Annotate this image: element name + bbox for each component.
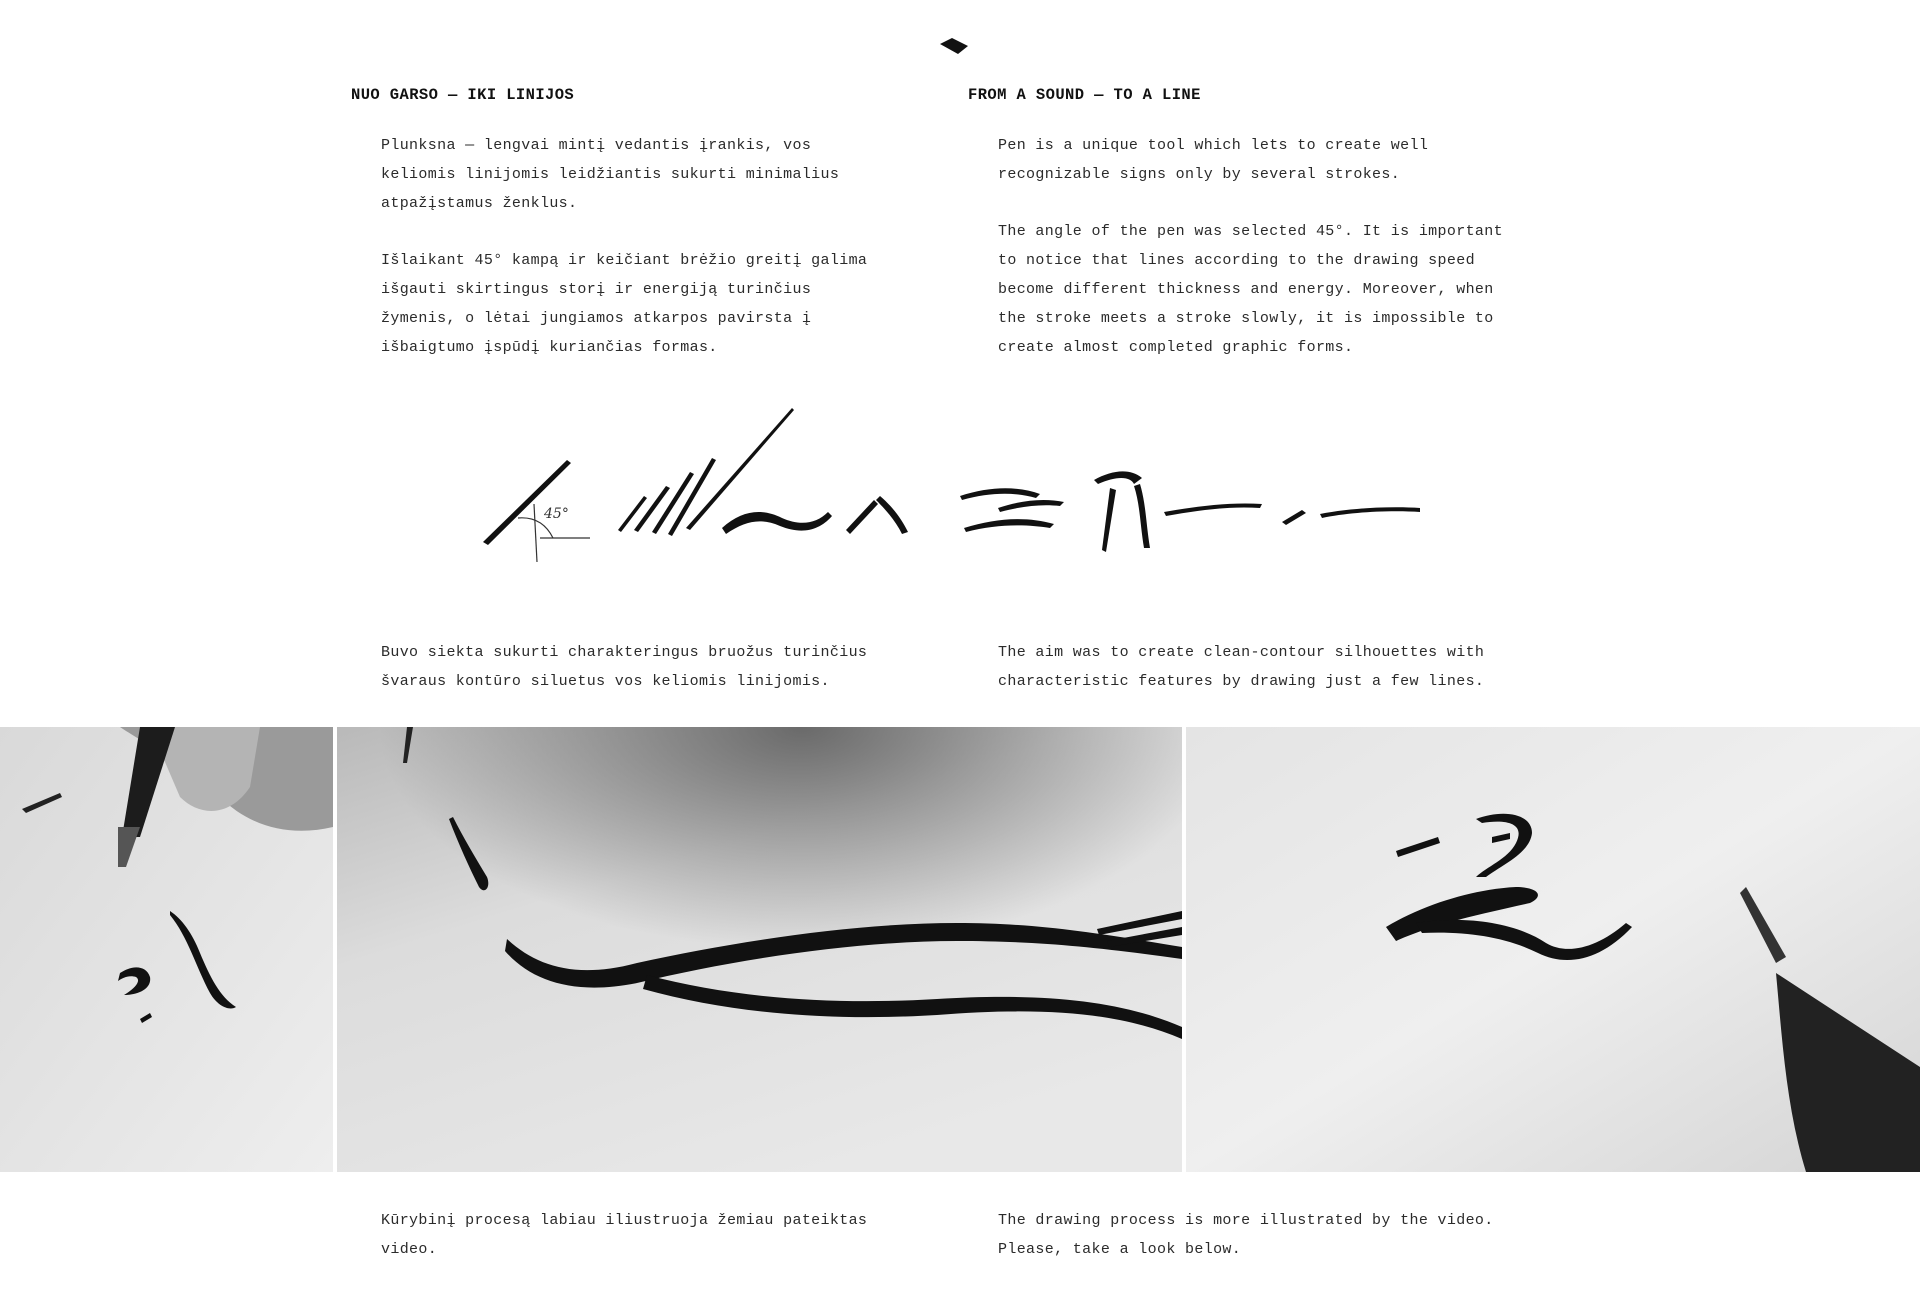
aim-paragraph-en: The aim was to create clean-contour silhouettes with characteristic features by drawing just a few lines.	[998, 644, 1485, 690]
heading-lt: NUO GARSO — IKI LINIJOS	[351, 86, 575, 104]
pen-strokes	[483, 408, 1420, 552]
heading-en: FROM A SOUND — TO A LINE	[968, 86, 1201, 104]
aim-paragraph-lt: Buvo siekta sukurti charakteringus bruožus turinčius švaraus kontūro siluetus vos keliomis linijomis.	[381, 644, 868, 690]
intro-paragraph-lt-2: Išlaikant 45° kampą ir keičiant brėžio greitį galima išgauti skirtingus storį ir energiją turinčius žymenis, o lėtai jungiamos atkarpos pavirsta į išbaigtumo įspūdį kuriančias formas.	[381, 252, 868, 356]
video-paragraph-lt: Kūrybinį procesą labiau iliustruoja žemiau pateiktas video.	[381, 1212, 868, 1258]
video-paragraph-en: The drawing process is more illustrated by the video. Please, take a look below.	[998, 1212, 1494, 1258]
stroke-diagram	[470, 400, 1430, 590]
photo-stroke-closeup	[337, 727, 1182, 1172]
intro-paragraph-en-2: The angle of the pen was selected 45°. It is important to notice that lines according to the drawing speed become different thickness and energy. Moreover, when the stroke meets a stroke slowly, it is impossible to create almost completed graphic forms.	[998, 223, 1503, 356]
ink-mark-icon	[938, 36, 970, 58]
angle-label: 45°	[544, 506, 569, 522]
photo-finished-sign	[1186, 727, 1920, 1172]
photo-pen-drawing	[0, 727, 333, 1172]
intro-paragraph-en-1: Pen is a unique tool which lets to create well recognizable signs only by several strokes.	[998, 137, 1429, 183]
intro-paragraph-lt-1: Plunksna — lengvai mintį vedantis įrankis, vos keliomis linijomis leidžiantis sukurti minimalius atpažįstamus ženklus.	[381, 137, 840, 212]
